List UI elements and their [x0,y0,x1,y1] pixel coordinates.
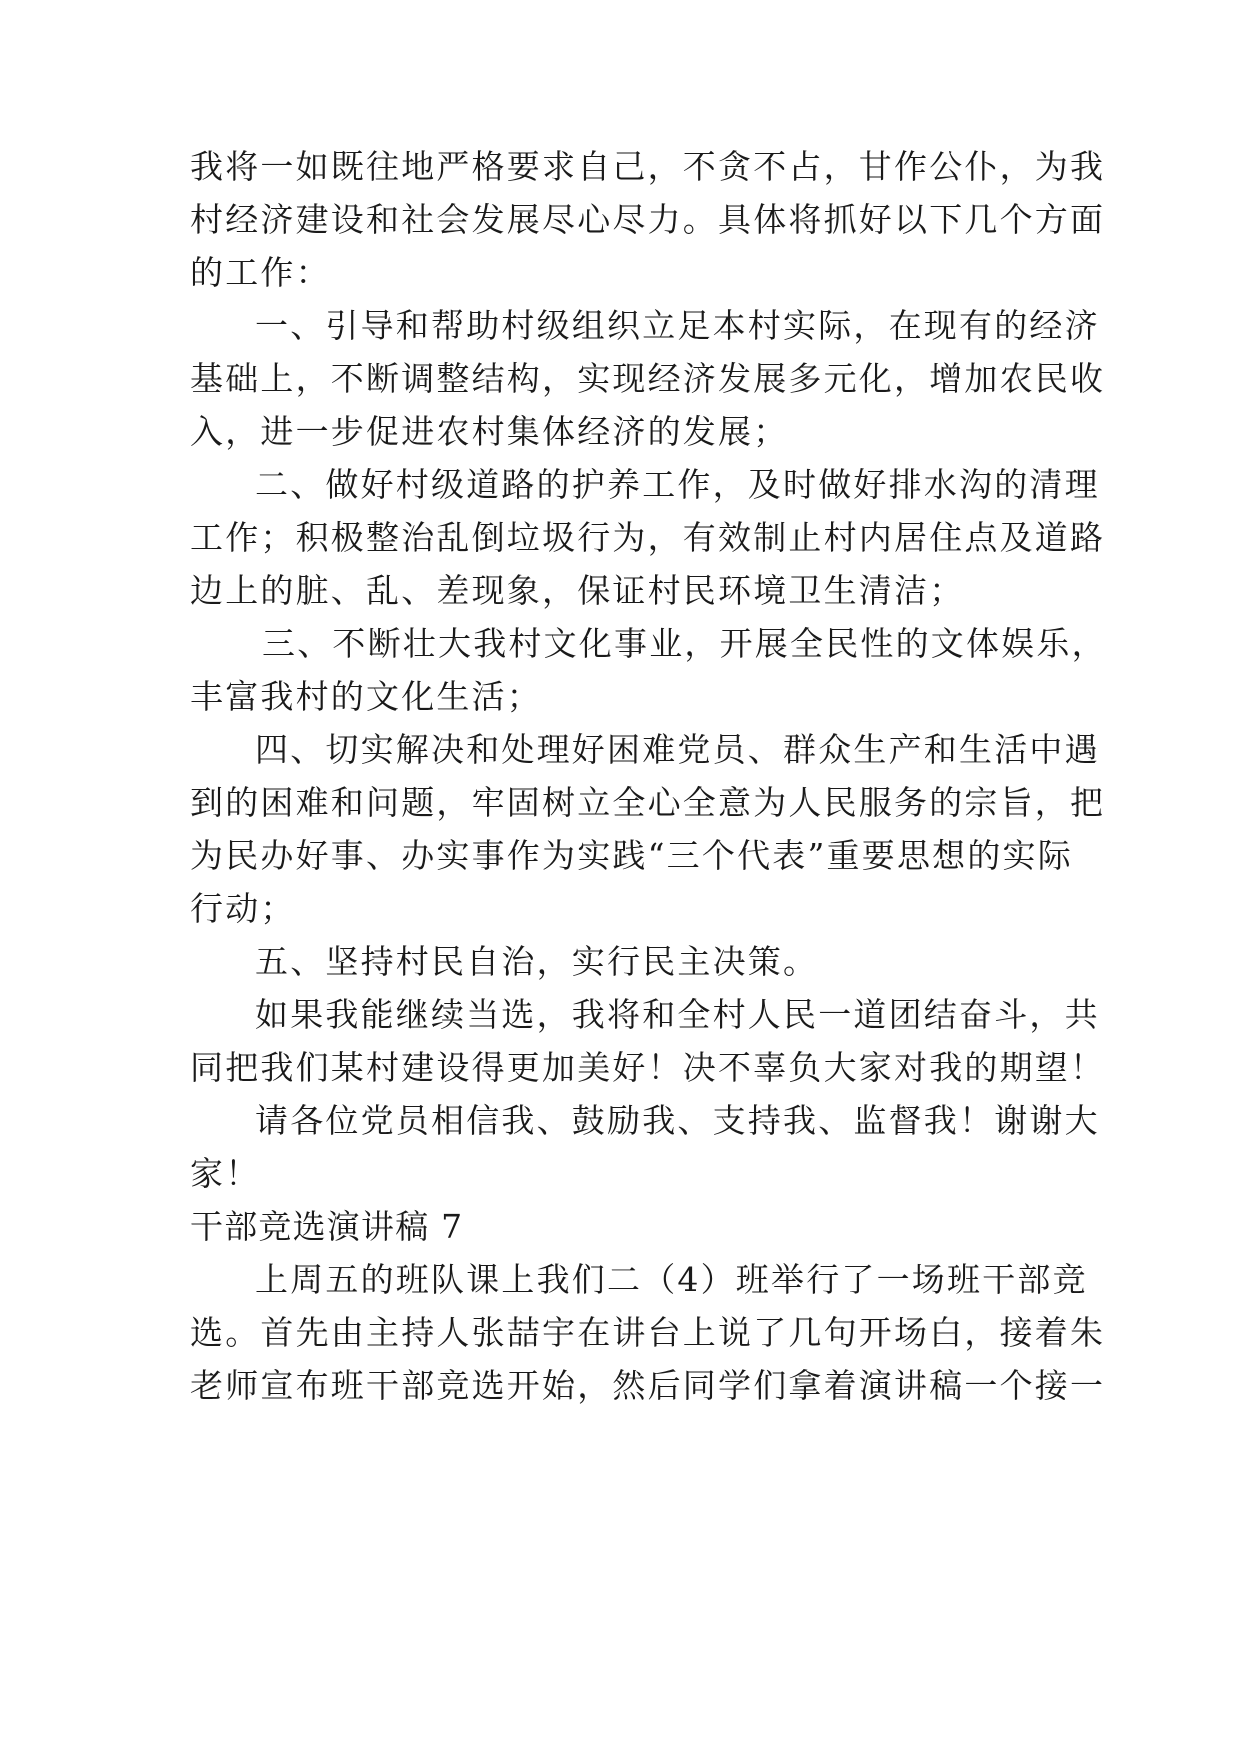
body-paragraph: 请各位党员相信我、鼓励我、支持我、监督我！谢谢大 [255,1101,1100,1140]
body-text-line: 的工作： [190,253,331,292]
list-item-3: 三、不断壮大我村文化事业，开展全民性的文体娱乐， [262,624,1107,663]
body-text-line: 丰富我村的文化生活； [190,677,542,716]
list-item-1: 一、引导和帮助村级组织立足本村实际，在现有的经济 [255,306,1100,345]
body-text-line: 边上的脏、乱、差现象，保证村民环境卫生清洁； [190,571,965,610]
body-text-line: 基础上，不断调整结构，实现经济发展多元化，增加农民收 [190,359,1106,398]
body-text-line: 入，进一步促进农村集体经济的发展； [190,412,789,451]
list-item-4: 四、切实解决和处理好困难党员、群众生产和生活中遇 [255,730,1100,769]
body-paragraph: 上周五的班队课上我们二（4）班举行了一场班干部竞 [255,1260,1088,1299]
body-text-line: 村经济建设和社会发展尽心尽力。具体将抓好以下几个方面 [190,200,1106,239]
list-item-5: 五、坚持村民自治，实行民主决策。 [255,942,819,981]
body-text-line: 同把我们某村建设得更加美好！决不辜负大家对我的期望！ [190,1048,1106,1087]
section-heading: 干部竞选演讲稿 7 [190,1207,464,1246]
body-text-line: 我将一如既往地严格要求自己，不贪不占，甘作公仆，为我 [190,147,1106,186]
body-text-line: 老师宣布班干部竞选开始，然后同学们拿着演讲稿一个接一 [190,1366,1106,1405]
list-item-2: 二、做好村级道路的护养工作，及时做好排水沟的清理 [255,465,1100,504]
body-paragraph: 如果我能继续当选，我将和全村人民一道团结奋斗，共 [255,995,1100,1034]
body-text-line: 工作；积极整治乱倒垃圾行为，有效制止村内居住点及道路 [190,518,1106,557]
body-text-line: 为民办好事、办实事作为实践“三个代表”重要思想的实际 [190,836,1073,875]
body-text-line: 到的困难和问题，牢固树立全心全意为人民服务的宗旨，把 [190,783,1106,822]
body-text-line: 选。首先由主持人张喆宇在讲台上说了几句开场白，接着朱 [190,1313,1106,1352]
body-text-line: 家！ [190,1154,261,1193]
body-text-line: 行动； [190,889,296,928]
